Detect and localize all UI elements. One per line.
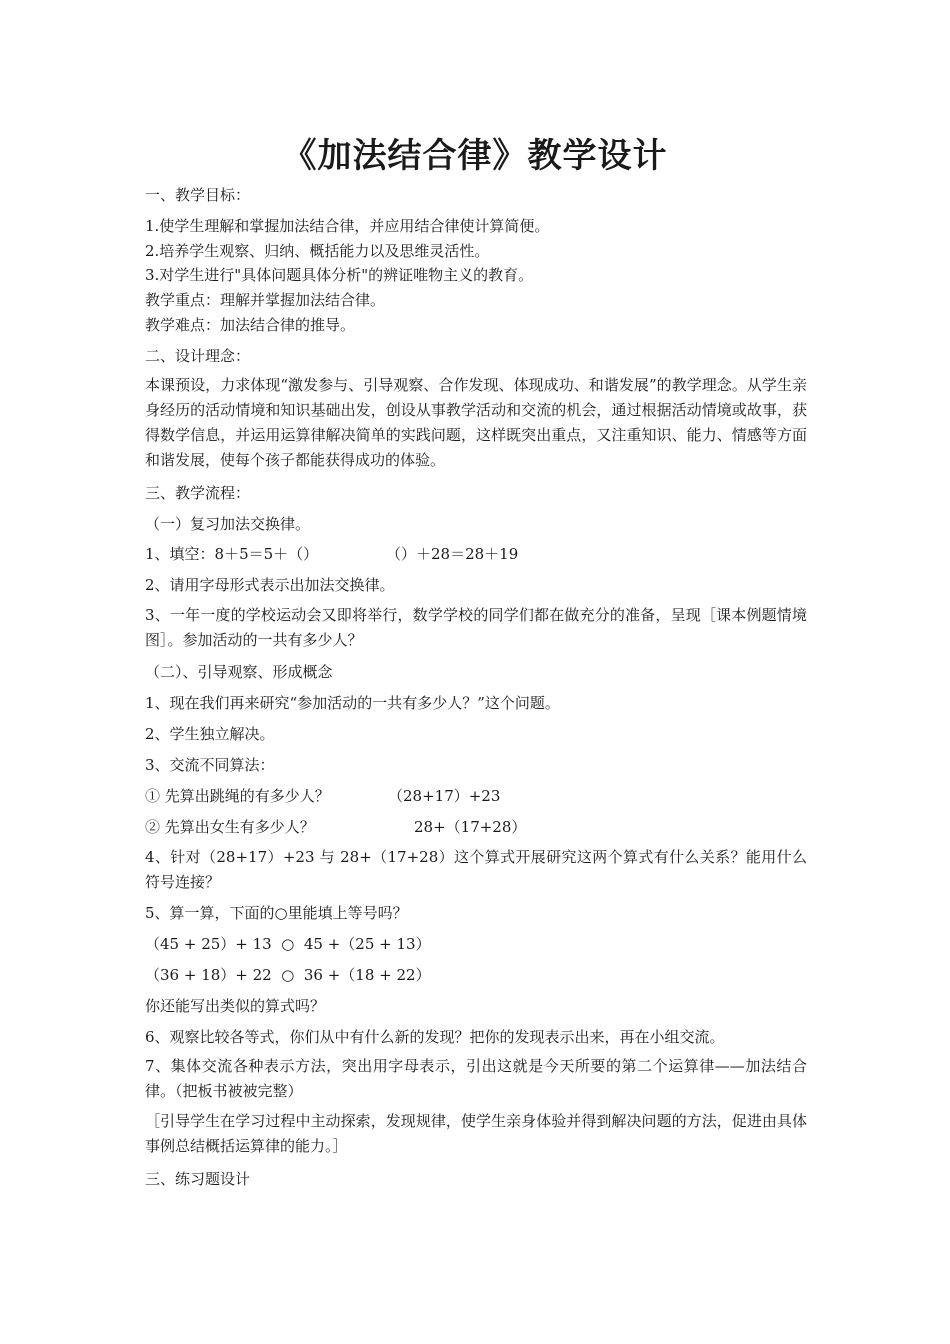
section-heading-concept: 二、设计理念： <box>145 347 251 365</box>
method-1-question: ① 先算出跳绳的有多少人？ <box>145 787 330 805</box>
teaching-focus: 教学重点：理解并掌握加法结合律。 <box>145 291 386 309</box>
method-1-expression: （28+17）+23 <box>388 787 501 805</box>
section-heading-goals: 一、教学目标： <box>145 186 251 204</box>
design-note-paragraph: ［引导学生在学习过程中主动探索，发现规律，使学生亲身体验并得到解决问题的方法，促进由具体事例总结概括运算律的能力。］ <box>145 1112 807 1155</box>
method-2-question: ② 先算出女生有多少人？ <box>145 818 315 836</box>
method-2-expression: 28+（17+28） <box>414 818 527 836</box>
guide-item-7-paragraph: 7、集体交流各种表示方法，突出用字母表示，引出这就是今天所要的第二个运算律——加法结合律。（把板书被被完整） <box>145 1057 807 1100</box>
guide-item-2: 2、学生独立解决。 <box>145 725 275 743</box>
guide-item-6: 6、观察比较各等式，你们从中有什么新的发现？把你的发现表示出来，再在小组交流。 <box>145 1028 725 1046</box>
similar-equation-prompt: 你还能写出类似的算式吗？ <box>145 997 326 1015</box>
guide-item-3: 3、交流不同算法： <box>145 756 275 774</box>
goal-item-2: 2.培养学生观察、归纳、概括能力以及思维灵活性。 <box>145 242 490 260</box>
goal-item-1: 1.使学生理解和掌握加法结合律，并应用结合律使计算简便。 <box>145 217 550 235</box>
equation-1: （45 + 25）+ 13 ○ 45 +（25 + 13） <box>145 935 431 953</box>
subsection-guide: （二）、引导观察、形成概念 <box>145 663 333 681</box>
document-title: 《加法结合律》教学设计 <box>282 136 668 176</box>
fill-blank-question-b: （）＋28＝28＋19 <box>386 545 519 563</box>
goal-item-3: 3.对学生进行"具体问题具体分析"的辨证唯物主义的教育。 <box>145 266 534 284</box>
guide-item-5: 5、算一算，下面的○里能填上等号吗？ <box>145 904 408 922</box>
review-item-2: 2、请用字母形式表示出加法交换律。 <box>145 576 395 594</box>
review-item-3-paragraph: 3、一年一度的学校运动会又即将举行，数学学校的同学们都在做充分的准备，呈现［课本例题情境图］。参加活动的一共有多少人？ <box>145 606 807 649</box>
section-heading-process: 三、教学流程： <box>145 484 251 502</box>
guide-item-4-paragraph: 4、针对（28+17）+23 与 28+（17+28）这个算式开展研究这两个算式有什么关系？能用什么符号连接？ <box>145 848 807 891</box>
guide-item-1: 1、现在我们再来研究“参加活动的一共有多少人？”这个问题。 <box>145 694 560 712</box>
equation-2: （36 + 18）+ 22 ○ 36 +（18 + 22） <box>145 966 431 984</box>
teaching-difficulty: 教学难点：加法结合律的推导。 <box>145 316 356 334</box>
subsection-review: （一）复习加法交换律。 <box>145 515 311 533</box>
fill-blank-question-a: 1、填空：8＋5＝5＋（） <box>145 545 319 563</box>
design-concept-paragraph: 本课预设，力求体现“激发参与、引导观察、合作发现、体现成功、和谐发展”的教学理念。从学生亲身经历的活动情境和知识基础出发，创设从事教学活动和交流的机会，通过根据活动情境或故事，获得数学信息，并运用运算律解决简单的实践问题，这样既突出重点，又注重知识、能力、情感等方面和谐发展，使每个孩子都能获得成功的体验。 <box>145 376 807 469</box>
section-heading-exercises: 三、练习题设计 <box>145 1170 251 1188</box>
